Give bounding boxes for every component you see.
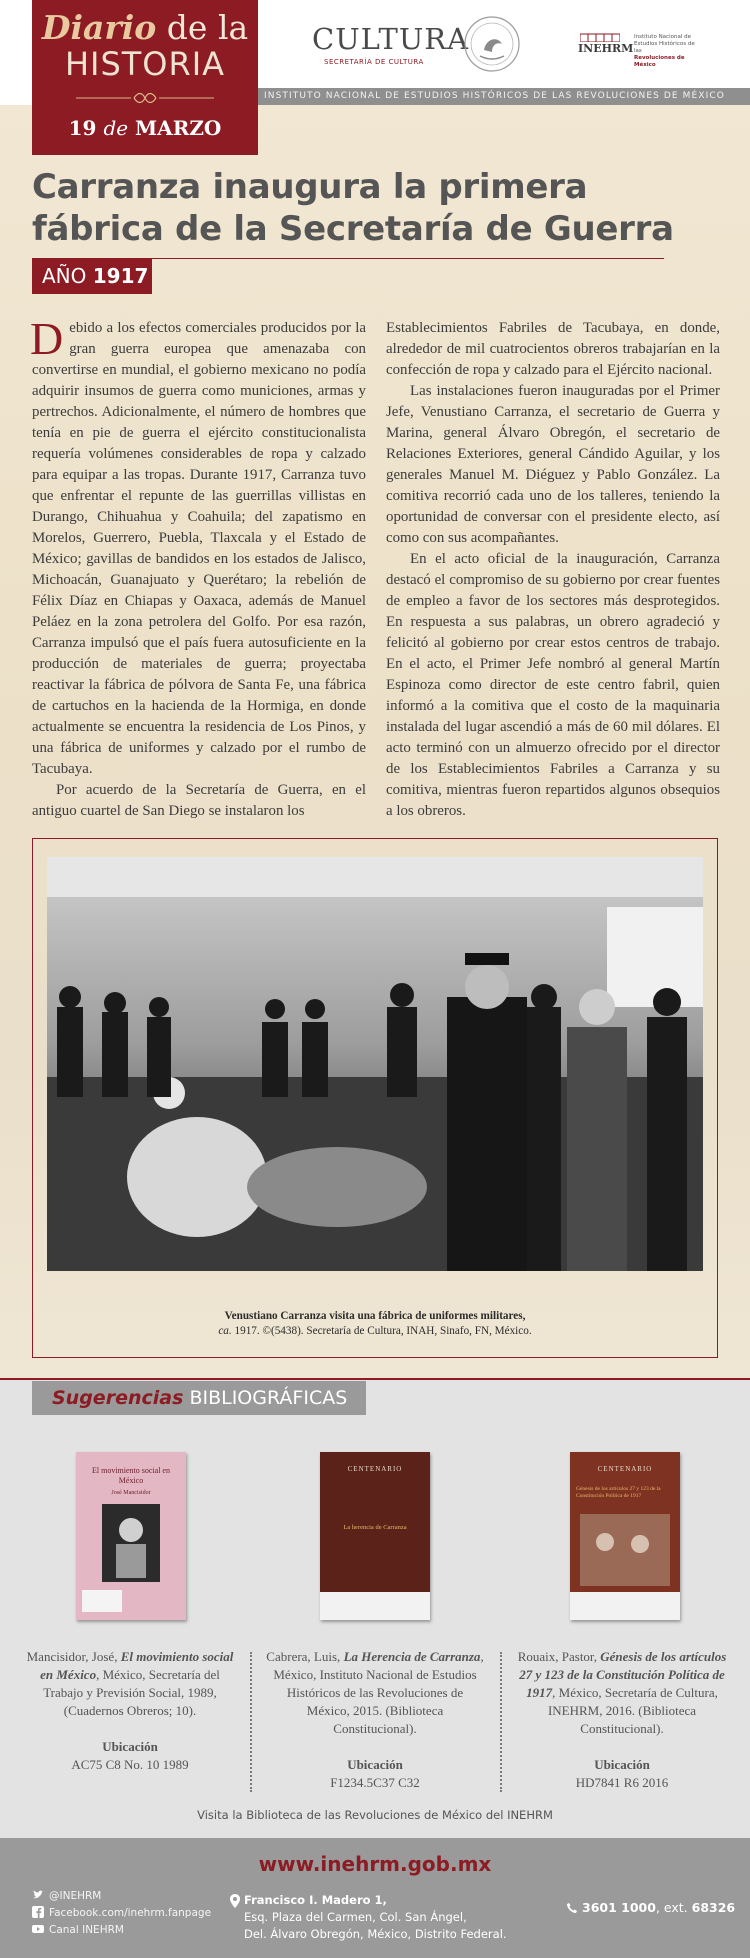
caption-ca: ca. [218,1325,232,1337]
article-column-right [386,318,720,822]
paragraph-2-continued: Establecimientos Fabriles de Tacubaya, en donde, alrededor de mil cuatrocientos obreros trabajarían en la confección de ropa y calzado para el Ejército nacional. [386,320,720,378]
inehrm-acronym: INEHRM [578,42,634,55]
date-label [32,116,258,140]
book1-location: AC75 C8 No. 10 1989 [71,1757,189,1772]
book-cover-3 [570,1452,680,1620]
dotted-divider [250,1652,252,1792]
facebook-icon [32,1906,44,1918]
year-value: 1917 [92,264,149,288]
phone-number[interactable] [566,1900,735,1915]
phone-main: 3601 1000 [582,1900,656,1915]
diario-word: Diario [41,8,157,47]
twitter-link[interactable] [32,1888,212,1905]
book3-location: HD7841 R6 2016 [575,1775,669,1790]
book3-cover-image [580,1514,670,1586]
dotted-divider [500,1652,502,1792]
book2-author: Cabrera, Luis, [266,1649,341,1664]
visita-org: INEHRM [507,1808,553,1822]
bibliography-entry-1 [20,1648,240,1774]
bibliography-entry-2 [265,1648,485,1792]
book1-title: El movimiento social en México [40,1649,234,1682]
youtube-channel: Canal INEHRM [49,1924,124,1936]
phone-ext: 68326 [691,1900,736,1915]
book2-location: F1234.5C37 C32 [330,1775,420,1790]
inehrm-line2: Estudios Históricos de las [634,41,695,54]
caption-line1: Venustiano Carranza visita una fábrica de uniformes militares, [224,1310,526,1322]
drop-cap: D [30,313,64,364]
paragraph-2: Por acuerdo de la Secretaría de Guerra, en el antiguo cuartel de San Diego se instalaron los [32,782,366,819]
visita-text: Visita la Biblioteca de las Revoluciones de México del [197,1808,504,1822]
book3-cover-base [570,1592,680,1620]
date-month: MARZO [135,116,222,140]
heading-caps: BIBLIOGRÁFICAS [189,1387,348,1409]
building-icon [580,32,620,42]
diario-de-la: de la [166,8,249,47]
book1-cover-author: José Mancisidor [111,1490,151,1496]
inehrm-logo [578,30,698,66]
library-invitation [0,1808,750,1822]
book3-author: Rouaix, Pastor, [517,1649,597,1664]
book2-location-label: Ubicación [347,1757,403,1772]
social-links [32,1888,212,1939]
ornament-icon [76,92,214,104]
twitter-icon [32,1889,44,1901]
book2-cover-base [320,1592,430,1620]
book2-cover-sub: La herencia de Carranza [343,1524,407,1531]
institute-strip: INSTITUTO NACIONAL DE ESTUDIOS HISTÓRICOS DE LAS REVOLUCIONES DE MÉXICO [258,88,750,105]
inehrm-line3: Revoluciones de México [634,55,685,68]
year-badge [32,258,152,294]
page-title [32,166,722,250]
historia-word: HISTORIA [64,45,226,83]
book3-location-label: Ubicación [594,1757,650,1772]
book3-details: , México, Secretaría de Cultura, INEHRM, 2016. (Biblioteca Constitucional). [547,1685,718,1736]
website-link[interactable]: www.inehrm.gob.mx [258,1852,492,1876]
address [244,1892,544,1943]
cultura-sub: SECRETARÍA DE CULTURA [324,58,424,66]
book-cover-2 [320,1452,430,1620]
facebook-url: Facebook.com/inehrm.fanpage [49,1907,212,1919]
inehrm-fullname [634,34,704,69]
book3-cover-sub: Génesis de los artículos 27 y 123 de la Constitución Política de 1917 [576,1486,661,1499]
book1-cover-title: El movimiento social en México [92,1466,170,1485]
book1-details: , México, Secretaría del Trabajo y Previsión Social, 1989, (Cuadernos Obreros; 10). [43,1667,220,1718]
bibliography-entry-3 [512,1648,732,1792]
diario-logo [32,0,258,155]
cultura-word: CULTURA [312,22,470,56]
book3-cover-title: CENTENARIO [597,1465,653,1473]
article-column-left [30,313,366,822]
facebook-link[interactable] [32,1905,212,1922]
book1-cover-image [102,1504,160,1582]
title-line2: fábrica de la Secretaría de Guerra [32,209,674,249]
heading-italic: Sugerencias [52,1387,184,1409]
year-label: AÑO [42,264,87,288]
address-line3: Del. Álvaro Obregón, México, Distrito Federal. [244,1927,507,1941]
paragraph-1-text: ebido a los efectos comerciales producidos por la gran guerra europea que amenazaba con convertirse en mundial, el gobierno mexicano no podía adquirir insumos de guerra como municiones, armas y pertrechos. Adicionalmente, el número de hombres que tenía en pie de guerra el ejército constitucionalista requería volúmenes considerables de ropa y calzado para equipar a las tropas. Durante 1917, Carranza tuvo que enfrentar el repunte de las guerrillas villistas en Durango, Chihuahua y Coahuila; del zapatismo en Morelos, Guerrero, Puebla, Tlaxcala y el Estado de México; gavillas de bandidos en los estados de Jalisco, Michoacán, Guanajuato y Querétaro; la rebelión de Félix Díaz en Chiapas y Oaxaca, además de Manuel Peláez en la zona petrolera del Golfo. Por esa razón, Carranza impulsó que el país fuera autosuficiente en la producción de materiales de guerra; proyectaba reactivar la fábrica de pólvora de Santa Fe, una fábrica de cartuchos en la hacienda de la Hormiga, en donde actualmente se encuentra la residencia de Los Pinos, y una fábrica de uniformes y calzado por el rumbo de Tacubaya. [32,320,366,777]
photo-frame [32,838,718,1358]
inehrm-line1: Instituto Nacional de [634,34,691,40]
paragraph-3: Las instalaciones fueron inauguradas por el Primer Jefe, Venustiano Carranza, el secretario de Guerra y Marina, general Álvaro Obregón, el secretario de Relaciones Exteriores, general Cándido Aguilar, y los generales Manuel M. Diéguez y Pablo González. La comitiva recorrió cada uno de los talleres, teniendo la oportunidad de conversar con el presidente electo, así como con sus acompañantes. [386,383,720,546]
book2-details: , México, Instituto Nacional de Estudios Históricos de las Revoluciones de México, 2015. (Biblioteca Constitucional). [273,1649,484,1736]
photo-caption [33,1309,717,1339]
book1-library-label [82,1590,122,1612]
location-pin-icon [230,1894,240,1908]
date-day: 19 [68,116,97,140]
book-cover-1 [76,1452,186,1620]
phone-icon [566,1902,578,1914]
youtube-icon [32,1923,44,1935]
address-line2: Esq. Plaza del Carmen, Col. San Ángel, [244,1910,467,1924]
caption-line2: 1917. ©(5438). Secretaría de Cultura, INAH, Sinafo, FN, México. [234,1325,532,1337]
bibliography-heading [32,1381,366,1415]
twitter-handle: @INEHRM [49,1890,102,1902]
factory-photo [47,857,703,1271]
national-seal-icon [462,14,522,74]
title-line1: Carranza inaugura la primera [32,167,588,207]
book3-title: Génesis de los artículos 27 y 123 de la Constitución Política de 1917 [519,1649,727,1700]
address-line1: Francisco I. Madero 1, [244,1893,387,1907]
date-de: de [103,116,129,140]
cultura-logo [312,14,524,76]
youtube-link[interactable] [32,1922,212,1939]
book2-cover-title: CENTENARIO [347,1465,403,1473]
book1-author: Mancisidor, José, [26,1649,118,1664]
paragraph-1 [30,313,366,780]
book2-title: La Herencia de Carranza [343,1649,481,1664]
paragraph-4: En el acto oficial de la inauguración, Carranza destacó el compromiso de su gobierno por crear fuentes de empleo a favor de los sectores más desprotegidos. En respuesta a sus palabras, un obrero agradeció y felicitó al gobierno por crear estos centros de trabajo. En el acto, el Primer Jefe nombró al general Martín Espinoza como director de este centro fabril, quien informó a la comitiva que el costo de la maquinaria instalada del lugar ascendió a más de 60 mil dólares. El acto terminó con un almuerzo ofrecido por el director de los Establecimientos Fabriles a Carranza y su comitiva, mientras fueron repartidos algunos obsequios a los obreros. [386,551,720,819]
book1-location-label: Ubicación [102,1739,158,1754]
phone-ext-label: , ext. [655,1900,688,1915]
